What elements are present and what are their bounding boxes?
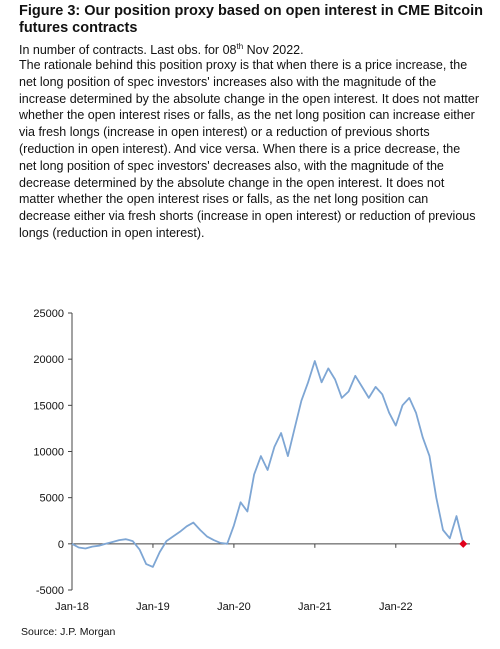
x-tick-label: Jan-21 xyxy=(298,601,332,613)
x-axis xyxy=(55,544,470,613)
subtitle-suffix: Nov 2022. xyxy=(243,43,304,58)
last-observation-marker xyxy=(459,540,467,548)
rationale-paragraph: The rationale behind this position proxy is that when there is a price increase, the net long position of spec investors' increases also with the magnitude of the increase determined by the absolute change in the open interest. It does not matter whether the open interest rises or falls, as the net long position can increase either via fresh longs (increase in open interest) or a reduction of previous shorts (reduction in open interest). And vice versa. When there is a price decrease, the net long position of spec investors' decreases also, with the magnitude of the decrease determined by the absolute change in the open interest. It does not matter whether the open interest rises or falls, as the net long position can decrease either via fresh shorts (increase in open interest) or reduction of previous longs (reduction in open interest). xyxy=(19,58,480,240)
y-tick-label: 15000 xyxy=(33,400,64,413)
x-tick-label: Jan-19 xyxy=(136,601,170,613)
x-tick-label: Jan-18 xyxy=(55,601,89,613)
y-tick-label: -5000 xyxy=(35,585,64,597)
x-tick-label: Jan-22 xyxy=(378,601,413,613)
subtitle-superscript: th xyxy=(236,42,244,51)
y-tick-label: 25000 xyxy=(33,308,64,320)
y-tick-label: 10000 xyxy=(33,446,64,459)
x-tick-label: Jan-20 xyxy=(217,601,251,613)
y-axis xyxy=(33,308,72,597)
y-tick-label: 5000 xyxy=(39,492,64,505)
subtitle-prefix: In number of contracts. Last obs. for 08 xyxy=(19,43,237,58)
source-note: Source: J.P. Morgan xyxy=(21,626,116,638)
plot-area xyxy=(72,361,467,567)
series-line xyxy=(72,361,463,567)
y-tick-label: 20000 xyxy=(33,354,64,367)
y-tick-label: 0 xyxy=(57,538,64,551)
chart-title: Figure 3: Our position proxy based on open interest in CME Bitcoin futures contracts xyxy=(19,3,484,36)
